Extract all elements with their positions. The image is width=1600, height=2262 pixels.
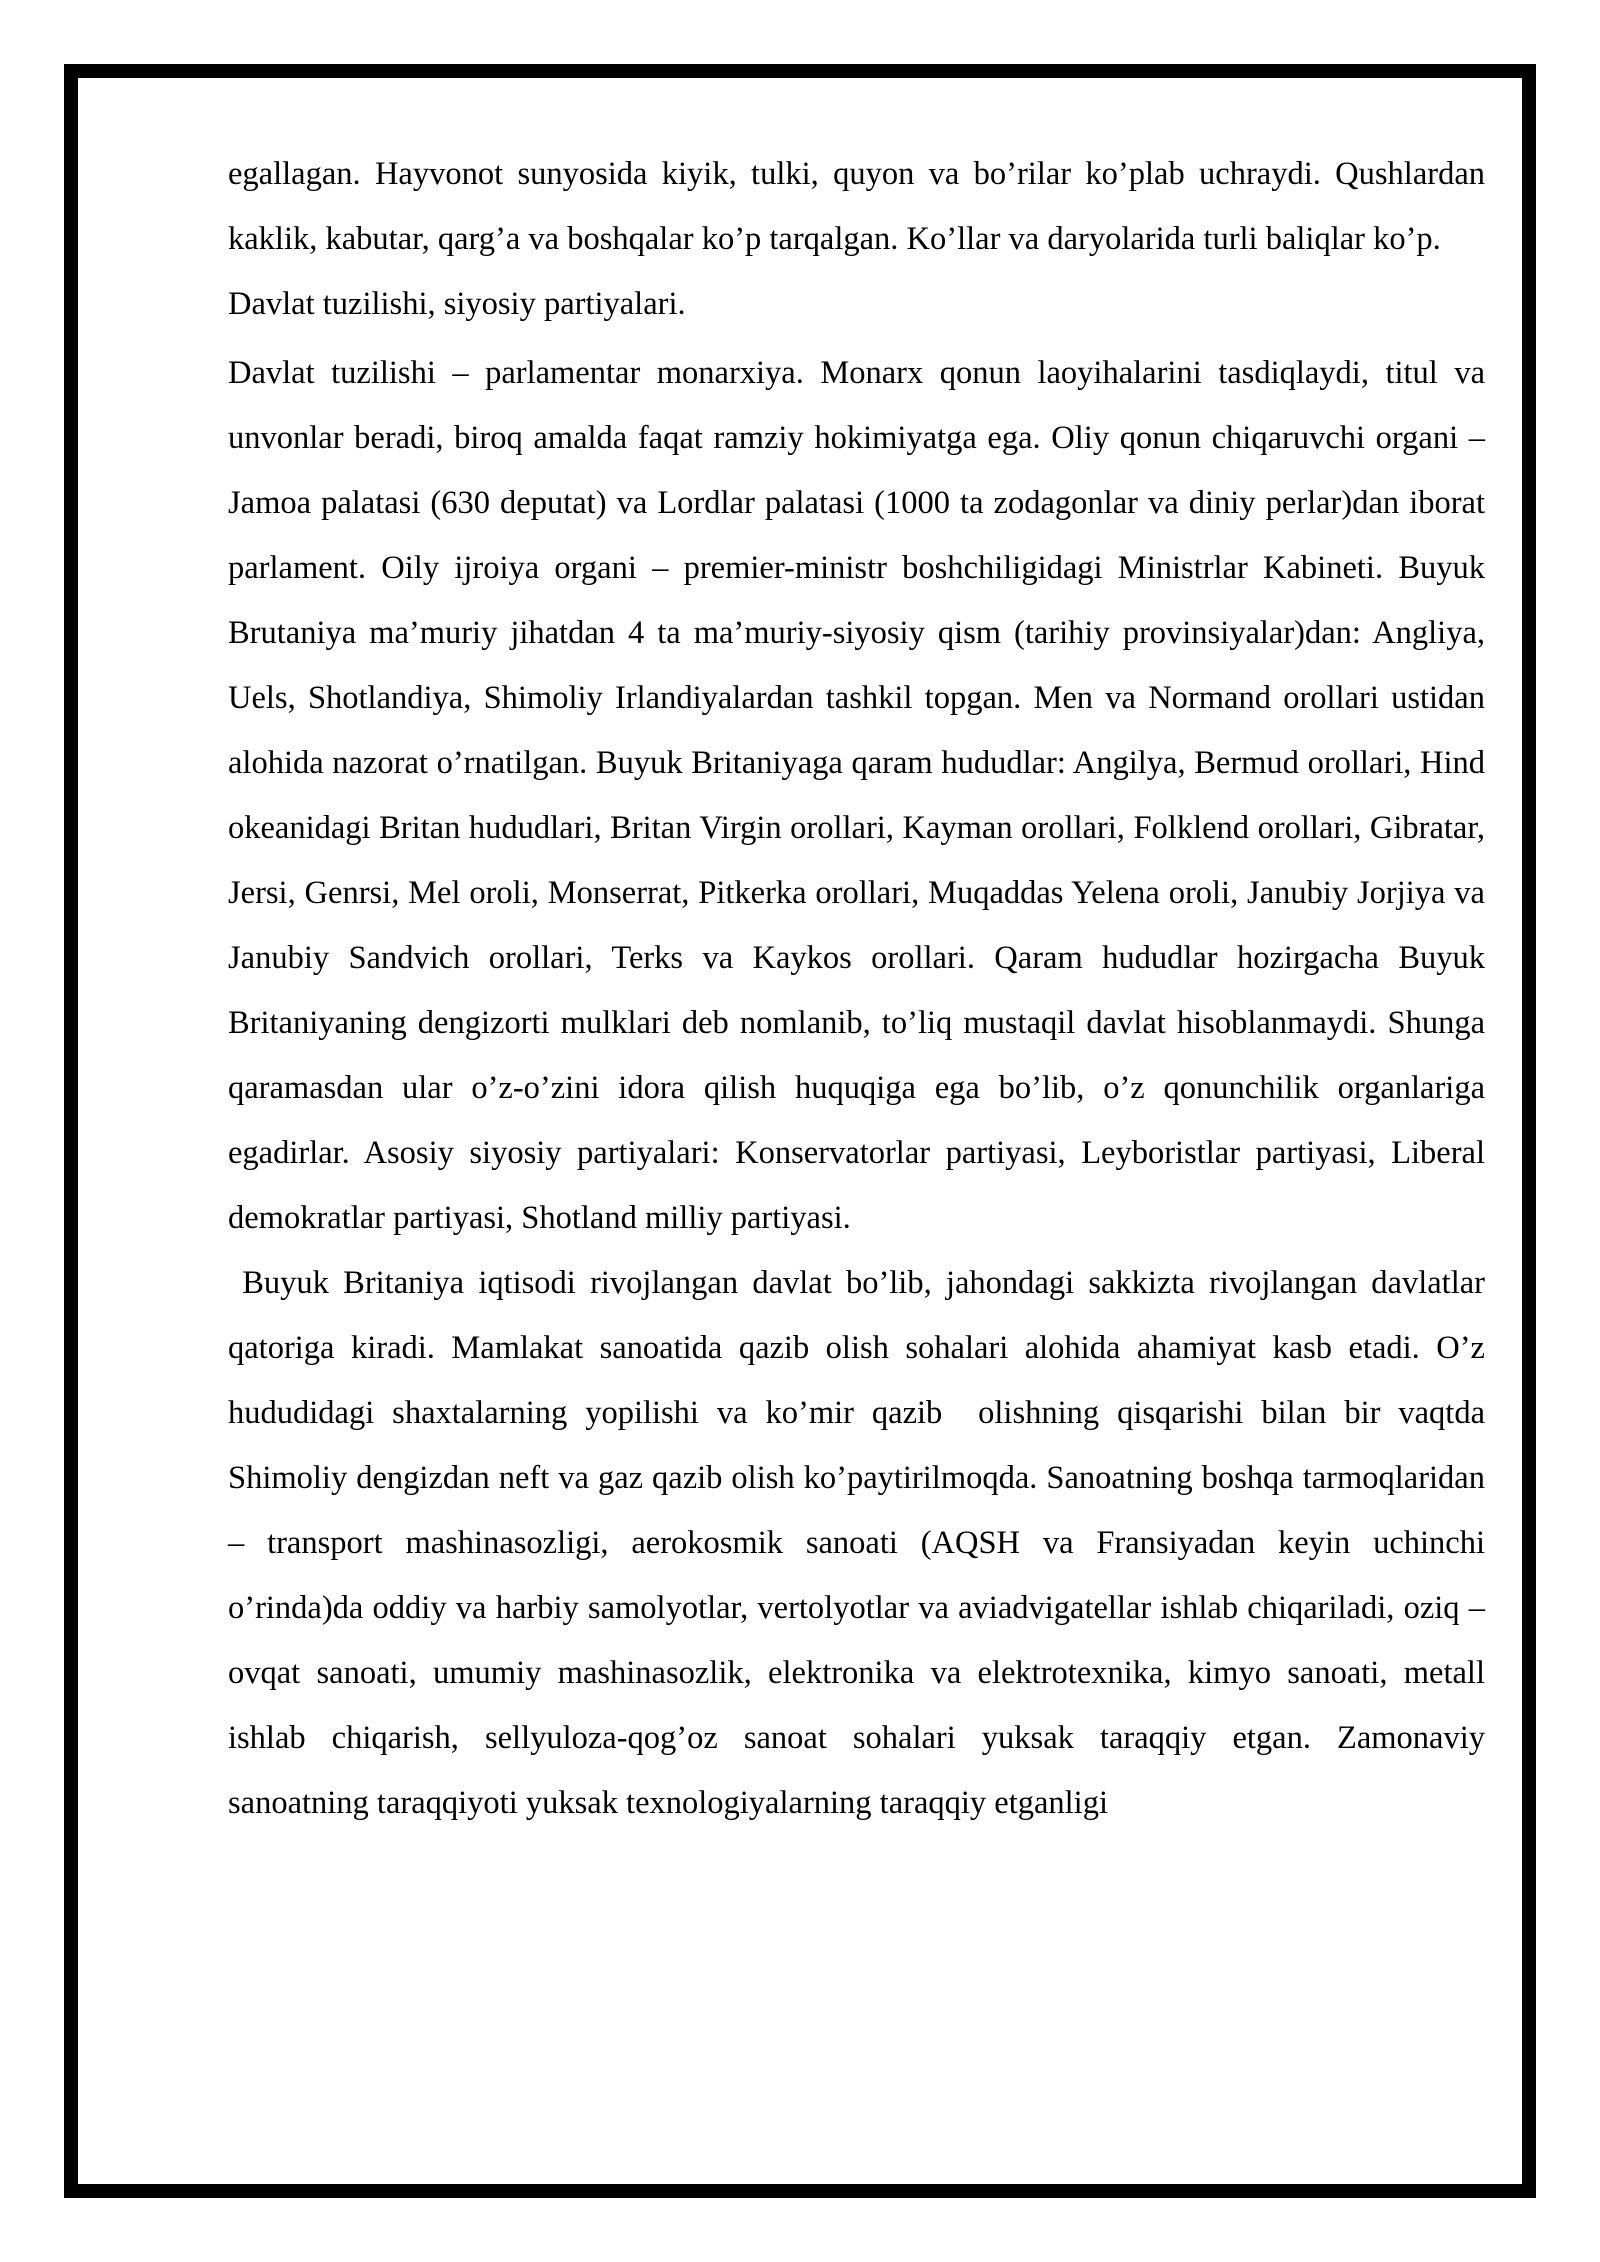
paragraph-government: Davlat tuzilishi – parlamentar monarxiya. Monarx qonun laoyihalarini tasdiqlaydi, titul va unvonlar beradi, biroq amalda faqat ramziy hokimiyatga ega. Oliy qonun chiqaruvchi organi – Jamoa palatasi (630 deputat) va Lordlar palatasi (1000 ta zodagonlar va diniy perlar)dan iborat parlament. Oily ijroiya organi – premier-ministr boshchiligidagi Ministrlar Kabineti. Buyuk Brutaniya ma’muriy jihatdan 4 ta ma’muriy-siyosiy qism (tarihiy provinsiyalar)dan: Angliya, Uels, Shotlandiya, Shimoliy Irlandiyalardan tashkil topgan. Men va Normand orollari ustidan alohida nazorat o’rnatilgan. Buyuk Britaniyaga qaram hududlar: Angilya, Bermud orollari, Hind okeanidagi Britan hududlari, Britan Virgin orollari, Kayman orollari, Folklend orollari, Gibratar, Jersi, Genrsi, Mel oroli, Monserrat, Pitkerka orollari, Muqaddas Yelena oroli, Janubiy Jorjiya va Janubiy Sandvich orollari, Terks va Kaykos orollari. Qaram hududlar hozirgacha Buyuk Britaniyaning dengizorti mulklari deb nomlanib, to’liq mustaqil davlat hisoblanmaydi. Shunga qaramasdan ular o’z-o’zini idora qilish huquqiga ega bo’lib, o’z qonunchilik organlariga egadirlar. Asosiy siyosiy partiyalari: Konservatorlar partiyasi, Leyboristlar partiyasi, Liberal demokratlar partiyasi, Shotland milliy partiyasi. [228,355,1494,1236]
document-body [228,142,1494,1836]
section-heading: Davlat tuzilishi, siyosiy partiyalari. [228,286,686,322]
paragraph-fauna: egallagan. Hayvonot sunyosida kiyik, tulki, quyon va bo’rilar ko’plab uchraydi. Qushlardan kaklik, kabutar, qarg’a va boshqalar ko’p tarqalgan. Ko’llar va daryolarida turli baliqlar ko’p. [228,156,1485,257]
paragraph-economy: Buyuk Britaniya iqtisodi rivojlangan davlat bo’lib, jahondagi sakkizta rivojlangan davlatlar qatoriga kiradi. Mamlakat sanoatida qazib olish sohalari alohida ahamiyat kasb etadi. O’z hududidagi shaxtalarning yopilishi va ko’mir qazib olishning qisqarishi bilan bir vaqtda Shimoliy dengizdan neft va gaz qazib olish ko’paytirilmoqda. Sanoatning boshqa tarmoqlaridan – transport mashinasozligi, aerokosmik sanoati (AQSH va Fransiyadan keyin uchinchi o’rinda)da oddiy va harbiy samolyotlar, vertolyotlar va aviadvigatellar ishlab chiqariladi, oziq – ovqat sanoati, umumiy mashinasozlik, elektronika va elektrotexnika, kimyo sanoati, metall ishlab chiqarish, sellyuloza-qog’oz sanoat sohalari yuksak taraqqiy etgan. Zamonaviy sanoatning taraqqiyoti yuksak texnologiyalarning taraqqiy etganligi [228,1265,1494,1821]
